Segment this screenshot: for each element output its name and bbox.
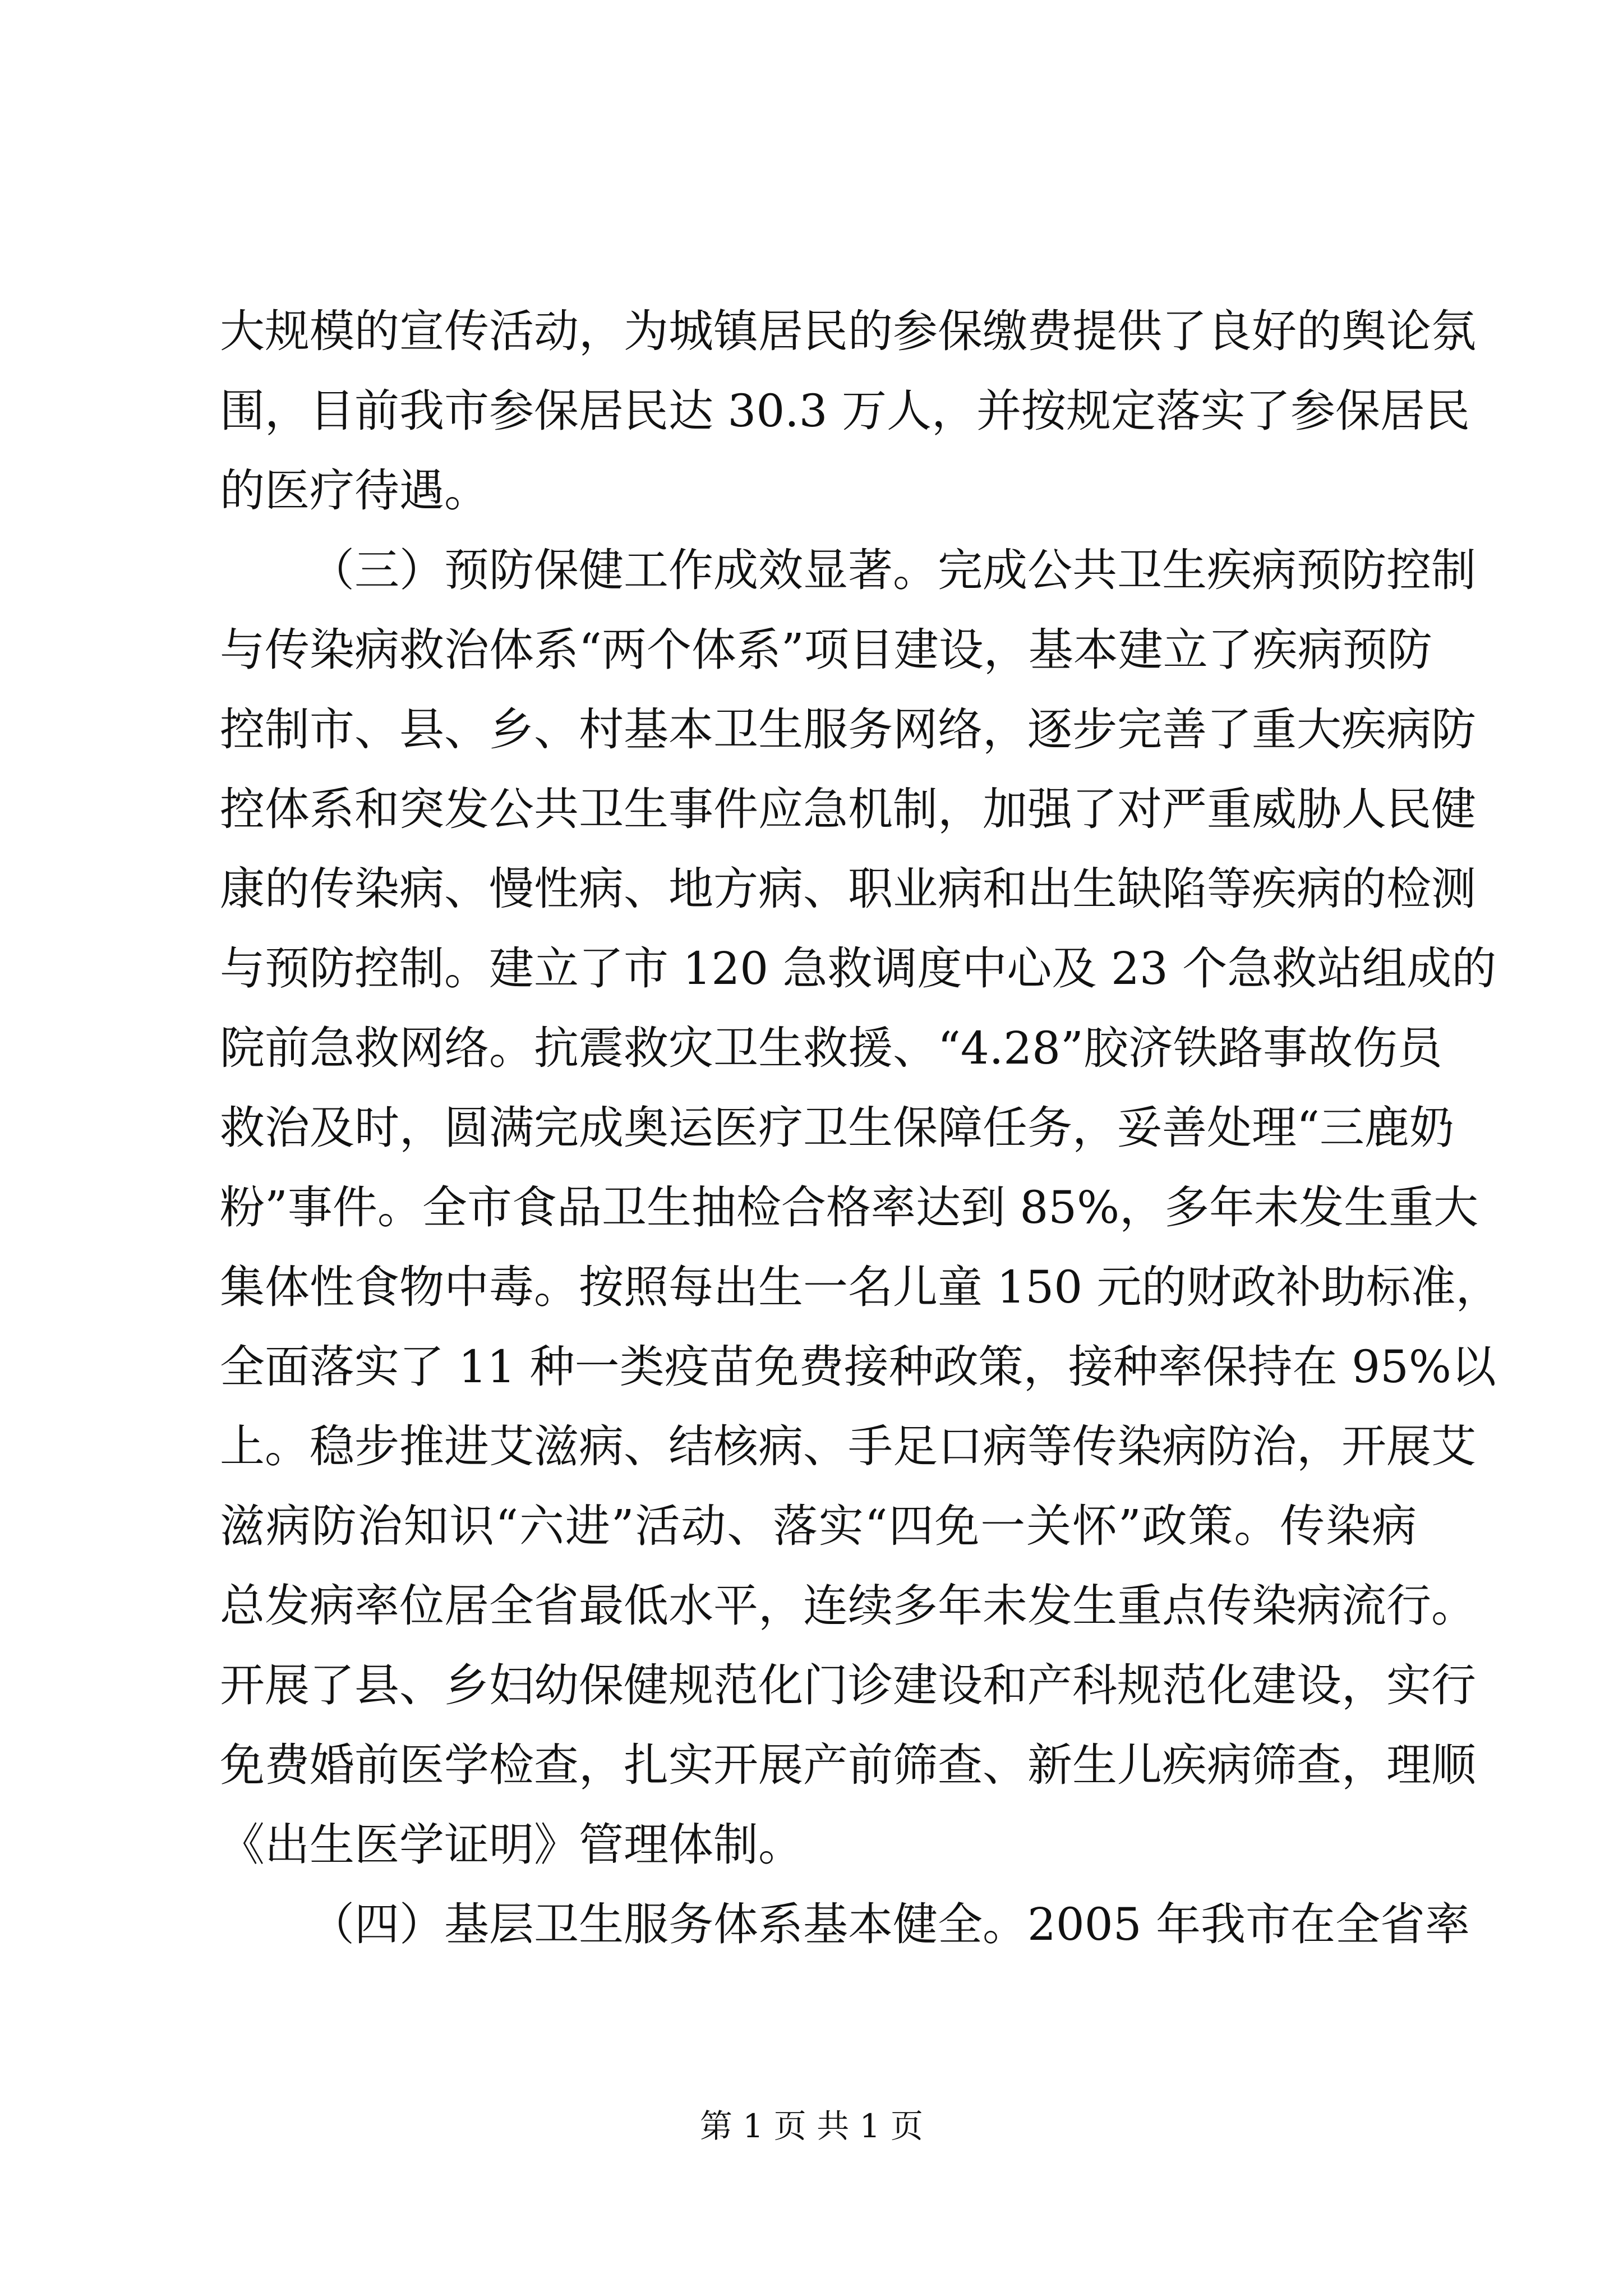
- paragraph-line: 围，目前我市参保居民达 30.3 万人，并按规定落实了参保居民: [220, 385, 1470, 437]
- paragraph-line: 控制市、县、乡、村基本卫生服务网络，逐步完善了重大疾病防: [220, 703, 1476, 756]
- paragraph-line: 集体性食物中毒。按照每出生一名儿童 150 元的财政补助标准，: [220, 1261, 1501, 1313]
- paragraph-line: 《出生医学证明》管理体制。: [220, 1819, 803, 1871]
- paragraph-line: 上。稳步推进艾滋病、结核病、手足口病等传染病防治，开展艾: [220, 1420, 1476, 1473]
- section-heading-line: （四）基层卫生服务体系基本健全。2005 年我市在全省率: [310, 1898, 1470, 1950]
- section-heading-line: （三）预防保健工作成效显著。完成公共卫生疾病预防控制: [310, 544, 1476, 596]
- paragraph-line: 的医疗待遇。: [220, 464, 489, 517]
- paragraph-line: 开展了县、乡妇幼保健规范化门诊建设和产科规范化建设，实行: [220, 1659, 1476, 1711]
- paragraph-line: 控体系和突发公共卫生事件应急机制，加强了对严重威胁人民健: [220, 783, 1476, 835]
- paragraph-line: 粉”事件。全市食品卫生抽检合格率达到 85%，多年未发生重大: [220, 1181, 1479, 1234]
- paragraph-line: 免费婚前医学检查，扎实开展产前筛查、新生儿疾病筛查，理顺: [220, 1739, 1476, 1791]
- document-body: [220, 292, 1501, 1964]
- paragraph-line: 大规模的宣传活动，为城镇居民的参保缴费提供了良好的舆论氛: [220, 305, 1476, 357]
- paragraph-line: 总发病率位居全省最低水平，连续多年未发生重点传染病流行。: [220, 1580, 1476, 1632]
- paragraph-line: 滋病防治知识“六进”活动、落实“四免一关怀”政策。传染病: [220, 1500, 1417, 1552]
- paragraph-line: 与预防控制。建立了市 120 急救调度中心及 23 个急救站组成的: [220, 942, 1497, 995]
- paragraph-line: 院前急救网络。抗震救灾卫生救援、“4.28”胶济铁路事故伤员: [220, 1022, 1442, 1074]
- page-footer: 第 1 页 共 1 页: [700, 2107, 923, 2145]
- paragraph-line: 全面落实了 11 种一类疫苗免费接种政策，接种率保持在 95%以: [220, 1341, 1496, 1393]
- paragraph-line: 与传染病救治体系“两个体系”项目建设，基本建立了疾病预防: [220, 624, 1432, 676]
- paragraph-line: 救治及时，圆满完成奥运医疗卫生保障任务，妥善处理“三鹿奶: [220, 1102, 1454, 1154]
- paragraph-line: 康的传染病、慢性病、地方病、职业病和出生缺陷等疾病的检测: [220, 863, 1476, 915]
